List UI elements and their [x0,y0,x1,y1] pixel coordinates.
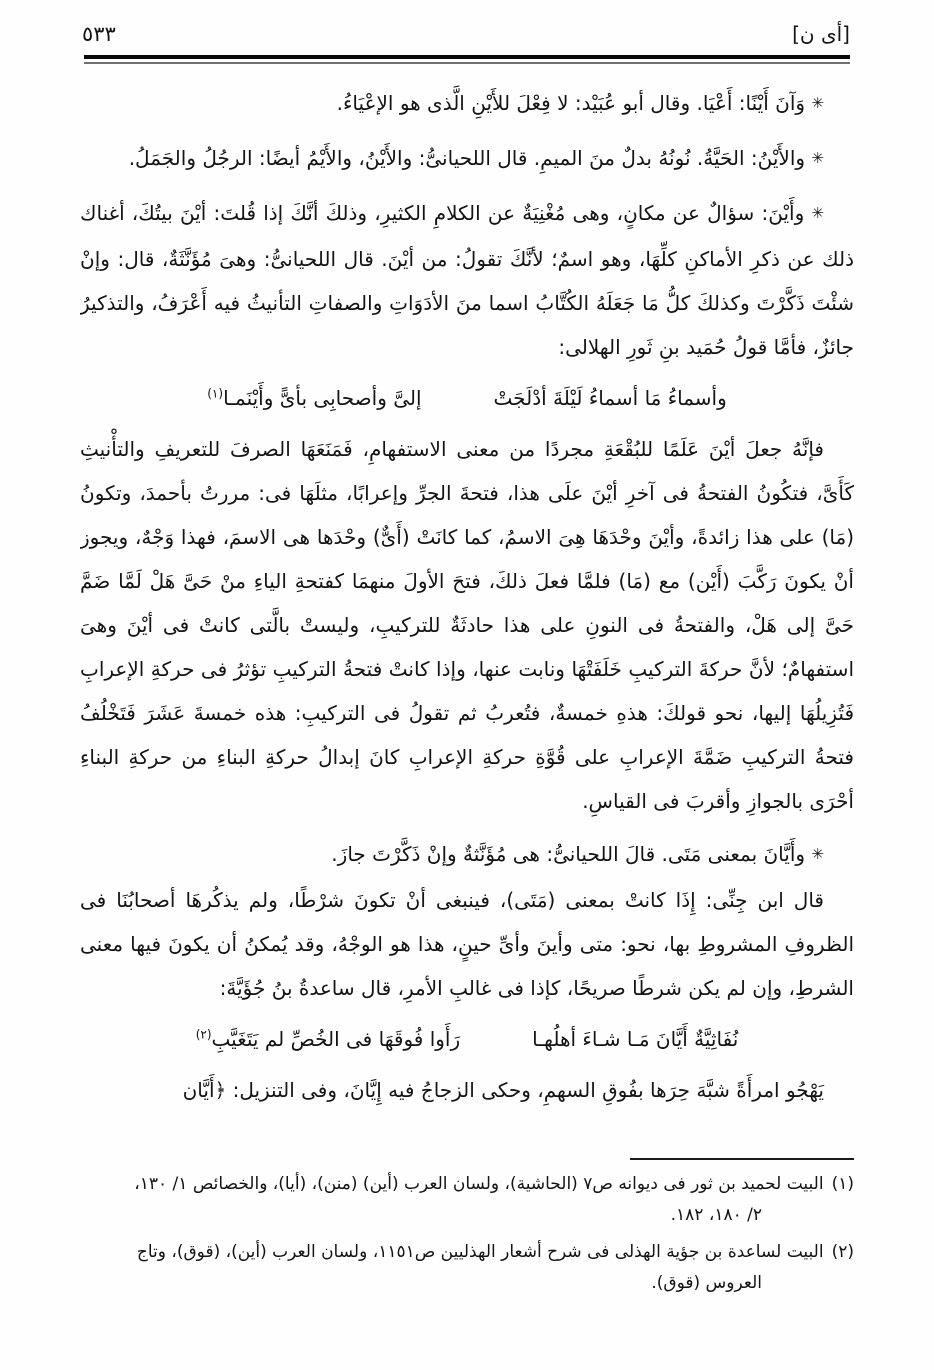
body-text [80,72,854,1154]
paragraph-text: والأَيْنُ: الحَيَّةُ. نُونُهُ بدلٌ منَ الميمِ. قال اللحيانىُّ: والأَيْنُ، والأَيْمُ أيضًا: الرجُلُ والجَمَلُ. [128,146,806,170]
entry-star-icon: ✳ [811,845,824,863]
footnote-1-line1 [134,1174,854,1194]
header-rule-thick [84,55,850,59]
verse-right-hemistich: وأسماءُ مَا أسماءُ لَيْلَةَ أدْلَجَتْ [493,386,727,410]
footnote-ref-1: (١) [207,386,224,401]
paragraph-ibn-jinni [80,878,854,1010]
page-number: ٥٣٣ [82,22,116,46]
page-header [82,22,850,46]
header-rule-thin [84,62,850,64]
footnote-2-text: البيت لساعدة بن جؤية الهذلى فى شرح أشعار الهذليين ص١١٥١، ولسان العرب (أين)، (قوق)، وتاج [136,1242,824,1262]
footnote-1-line2: ٢/ ١٨٠، ١٨٢. [670,1205,762,1225]
footnote-1-text: البيت لحميد بن ثور فى ديوانه ص٧ (الحاشية)، ولسان العرب (أين) (منن)، (أيا)، والخصائص ١/ ١٣٠، [134,1174,824,1194]
footnote-1 [80,1169,854,1231]
entry-star-icon: ✳ [811,94,824,112]
verse-left-hemistich [207,372,421,424]
entry-paragraph-ayyana [80,832,854,878]
footnote-1-marker: (١) [831,1174,854,1194]
entry-root-label: [أى ن] [792,22,850,46]
paragraph-text: وأَيْنَ: سؤالٌ عن مكانٍ، وهى مُغْنِيَةٌ عن الكلامِ الكثيرِ، وذلكَ أنَّكَ إذا قُلتَ: أيْنَ بيتُكَ، أغناك ذلك عن ذكرِ الأماكنِ كلِّهَا، وهو اسمٌ؛ لأنَّكَ تقولُ: من أيْنَ. قال اللحيانىُّ: وهىَ مُؤَنَّثَةٌ، قال: وإنْ شئْتَ ذَكَّرْتَ وكذلكَ كلُّ مَا جَعَلَهُ الكُتَّابُ اسما منَ الأدَوَاتِ والصفاتِ التأنيثُ فيه أَعْرَفُ، والتذكيرُ جائزٌ، فأمَّا قولُ حُمَيد بنِ ثَورِ الهلالى: [80,201,854,359]
verse-left-hemistich [196,1013,460,1065]
footnote-separator-rule [630,1158,854,1160]
entry-star-icon: ✳ [811,204,824,222]
verse-left-text: إلىَّ وأصحابِى بأىًّ وأَيْنَمـا [223,386,422,410]
footnotes-section [80,1158,854,1305]
entry-paragraph-aana [80,81,854,127]
paragraph-text: فإنَّهُ جعلَ أيْنَ عَلَمًا للبُقْعَةِ مجردًا من معنى الاستفهامِ، فَمَنَعَهَا الصرفَ للتعريفِ والتأْنيثِ كَأَىَّ، فتكُونُ الفتحةُ فى آخرِ أيْنَ علَى هذا، فتحةَ الجرِّ وإعرابًا، مثلَهَا فى: مررتُ بأحمدَ، وتكونُ (مَا) على هذا زائدةً، وأيْنَ وحْدَهَا هِىَ الاسمُ، كما كانَتْ (أَىٌّ) وحْدَها هى الاسمَ، فهذا وَجْهٌ، ويجوز أنْ يكونَ رَكَّبَ (أَيْن) مع (مَا) فلمَّا فعلَ ذلكَ، فتحَ الأولَ منهمَا كفتحةِ الياءِ منْ حَىَّ هَلْ لَمَّا ضَمَّ حَىَّ إلى هَلْ، والفتحةُ فى النونِ على هذا حادثَةٌ للتركيبِ، وليستْ بالَّتى كانتْ فى أيْنَ وهىَ استفهامٌ؛ لأنَّ حركةَ التركيبِ خَلَفَتْهَا ونابت عنها، وإذا كانتْ فتحةُ التركيبِ تؤثرُ فى حركةِ الإعرابِ فَتُزِيلُهَا إليها، نحو قولكَ: هذهِ خمسةٌ، فتُعربُ ثم تقولُ فى التركيبِ: هذه خمسةَ عَشَرَ فَتَخْلُفُ فتحةُ التركيبِ ضَمَّةَ الإعرابِ على قُوَّةِ حركةِ الإعرابِ كانَ إبدالُ حركةِ البناءِ من حركةِ البناءِ أحْرَى بالجوازِ وأقربَ فى القياسِ. [80,437,854,813]
entry-paragraph-ayna [80,191,854,369]
entry-paragraph-al-ayn [80,136,854,182]
verse-saida-ibn-juayya [80,1013,854,1065]
commentary-paragraph-grammar [80,427,854,823]
verse-humayd-ibn-thawr [80,372,854,424]
footnote-2 [80,1237,854,1299]
footnote-2-line2: العروس (قوق). [651,1273,762,1293]
footnote-2-line1 [137,1242,854,1262]
paragraph-verse-explanation [80,1068,854,1112]
paragraph-text: وأَيَّانَ بمعنى مَتَى. قالَ اللحيانىُّ: هى مُؤَنَّثةٌ وإنْ ذَكَّرْتَ جازَ. [331,842,806,866]
verse-left-text: رَأَوا فُوقَهَا فى الخُصِّ لم يَتَغَيَّبِ [211,1027,461,1051]
footnote-2-marker: (٢) [831,1242,854,1262]
paragraph-text: وَآنَ أَيْنًا: أَعْيَا. وقال أبو عُبَيْد: لا فِعْلَ للأَيْنِ الَّذى هو الإعْيَاءُ. [336,91,806,115]
verse-right-hemistich: نُفَاثِيَّةٌ أَيَّانَ مَـا شـاءَ أهلُهـا [532,1027,739,1051]
entry-star-icon: ✳ [811,149,824,167]
paragraph-text: يَهْجُو امرأَةً شبَّهَ حِرَها بفُوقِ السهمِ، وحكى الزجاجُ فيه إِيَّانَ، وفى التنزيل: ﴿أَيَّان [182,1078,824,1102]
footnote-ref-2: (٢) [195,1027,212,1042]
paragraph-text: قال ابن جِنِّى: إِذَا كانتْ بمعنى (مَتَى)، فينبغى أنْ تكونَ شرْطًا، ولم يذكُرهَا أصحابُنَا فى الظروفِ المشروطِ بها، نحو: متى وأينَ وأىِّ حينٍ، هذا هو الوجْهُ، وقد يُمكنُ أن يكونَ فيها معنى الشرطِ، وإن لم يكن شرطًا صريحًا، كإذا فى غالبِ الأمرِ، قال ساعدةُ بنُ جُؤَيَّةَ: [80,888,854,1000]
